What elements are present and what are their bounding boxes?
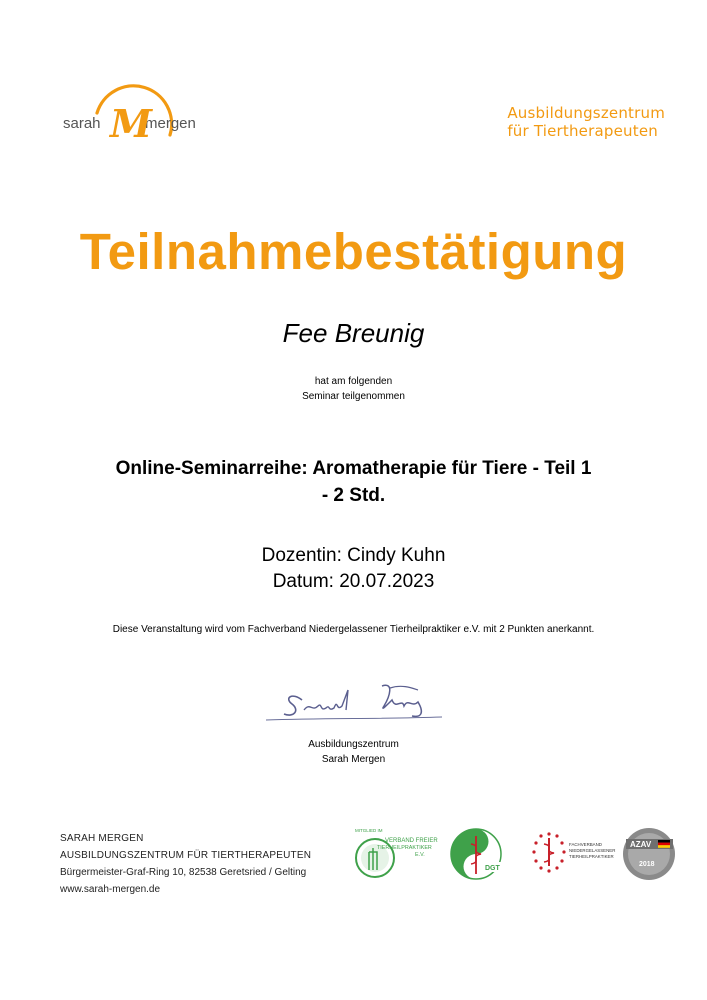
seminar-title	[100, 455, 607, 509]
fachverband-badge	[527, 826, 616, 882]
svg-text:TIERHEILPRAKTIKER: TIERHEILPRAKTIKER	[377, 845, 432, 851]
svg-text:TIERHEILPRAKTIKER: TIERHEILPRAKTIKER	[569, 854, 614, 859]
company-name: SARAH MERGEN	[60, 833, 144, 844]
seminar-line2: - 2 Std.	[321, 485, 386, 506]
svg-text:FACHVERBAND: FACHVERBAND	[569, 842, 602, 847]
company-info	[60, 830, 311, 898]
seminar-line1: Online-Seminarreihe: Aromatherapie für Tiere - Teil 1	[115, 458, 592, 479]
svg-text:AZAV: AZAV	[630, 840, 652, 849]
academy-line2: für Tiertherapeuten	[507, 122, 658, 140]
certificate-title: Teilnahmebestätigung	[79, 223, 628, 280]
intro-line1: hat am folgenden	[314, 376, 393, 387]
company-address: Bürgermeister-Graf-Ring 10, 82538 Geretsried / Gelting	[60, 867, 307, 878]
intro-text	[0, 374, 707, 404]
academy-heading	[507, 104, 665, 140]
svg-text:E.V.: E.V.	[415, 852, 425, 858]
svg-text:DGT: DGT	[485, 865, 500, 872]
seminar-date: Datum: 20.07.2023	[272, 571, 435, 592]
company-website[interactable]: www.sarah-mergen.de	[60, 884, 161, 895]
seminar-details	[0, 543, 707, 595]
logo-right-word: mergen	[145, 115, 196, 132]
svg-text:2018: 2018	[639, 861, 655, 868]
signer-line1: Ausbildungszentrum	[308, 739, 399, 750]
handwritten-signature	[262, 676, 447, 726]
company-subtitle: AUSBILDUNGSZENTRUM FÜR TIERTHERAPEUTEN	[60, 850, 312, 861]
signer-block	[0, 737, 707, 767]
signer-line2: Sarah Mergen	[321, 754, 386, 765]
svg-text:NIEDERGELASSENER: NIEDERGELASSENER	[569, 848, 616, 853]
recognition-note: Diese Veranstaltung wird vom Fachverband Niedergelassener Tierheilpraktiker e.V. mit 2 Punkten anerkannt.	[112, 624, 595, 635]
intro-line2: Seminar teilgenommen	[302, 391, 405, 402]
sarah-mergen-logo	[60, 80, 200, 160]
dgt-badge	[450, 826, 510, 882]
participant-name: Fee Breunig	[282, 318, 425, 348]
lecturer: Dozentin: Cindy Kuhn	[261, 545, 446, 566]
azav-badge	[622, 826, 677, 882]
logo-left-word: sarah	[63, 115, 101, 132]
svg-text:VERBAND FREIER: VERBAND FREIER	[385, 838, 438, 844]
logo-monogram: M	[110, 101, 153, 146]
academy-line1: Ausbildungszentrum	[507, 104, 665, 122]
vft-member-badge	[353, 826, 438, 882]
svg-text:MITGLIED IM: MITGLIED IM	[355, 828, 383, 833]
